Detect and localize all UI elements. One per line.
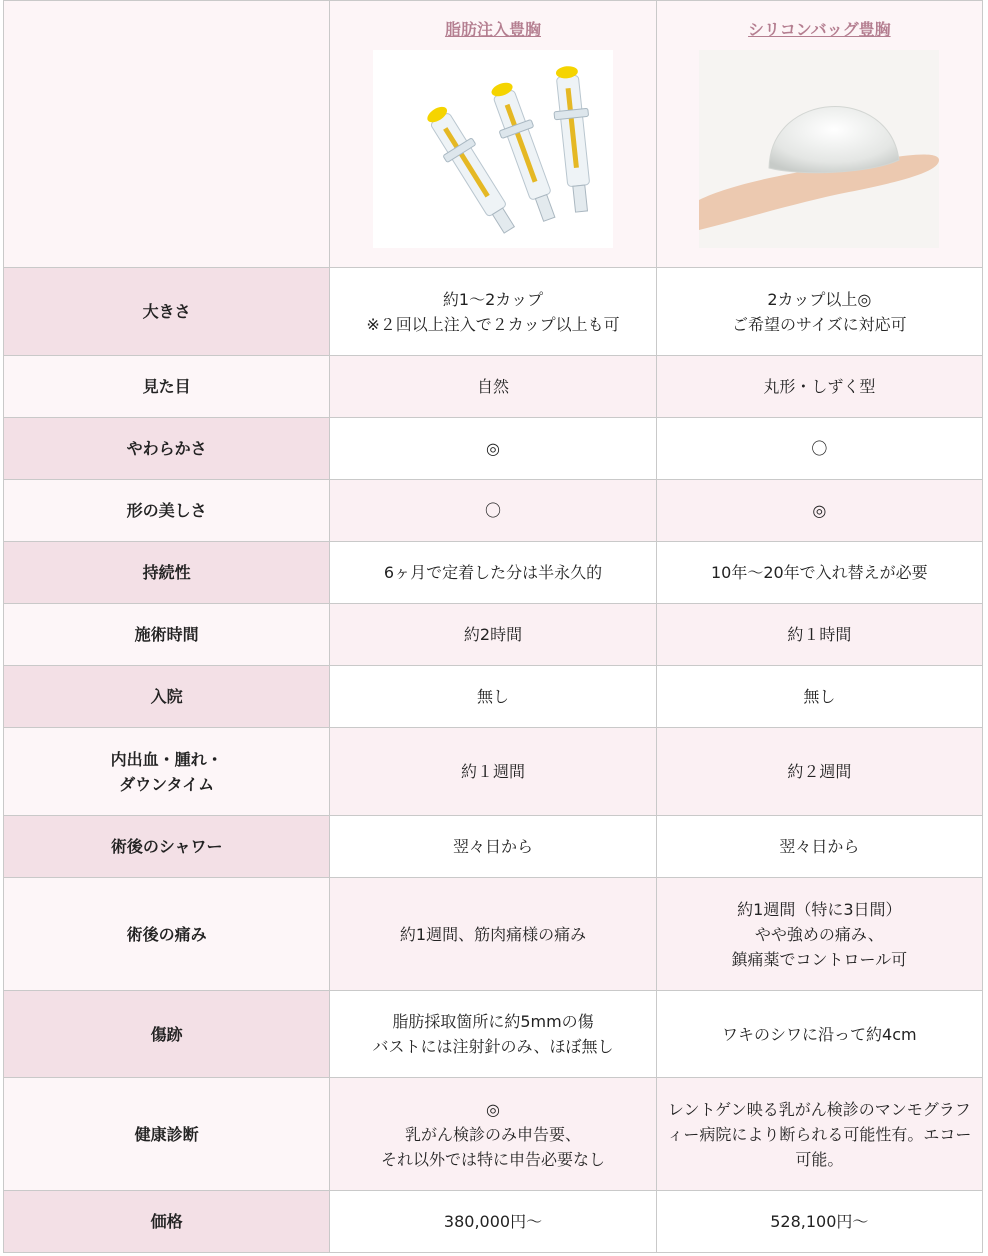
- header-row: [4, 1, 983, 268]
- fat-injection-link[interactable]: 脂肪注入豊胸: [444, 20, 541, 39]
- fat-injection-cell: 6ヶ月で定着した分は半永久的: [330, 542, 656, 604]
- silicone-cell: 528,100円〜: [656, 1191, 982, 1253]
- table-row: [4, 604, 983, 666]
- fat-injection-cell: 約１週間: [330, 728, 656, 816]
- fat-injection-cell: 脂肪採取箇所に約5mmの傷 バストには注射針のみ、ほぼ無し: [330, 991, 656, 1078]
- silicone-cell: 〇: [656, 418, 982, 480]
- silicone-cell: 2カップ以上◎ ご希望のサイズに対応可: [656, 268, 982, 356]
- row-label: 施術時間: [4, 604, 330, 666]
- table-row: [4, 1191, 983, 1253]
- silicone-cell: 翌々日から: [656, 816, 982, 878]
- row-label: 入院: [4, 666, 330, 728]
- row-label: 術後のシャワー: [4, 816, 330, 878]
- column-header-fat-injection: [330, 1, 656, 268]
- fat-injection-cell: 約2時間: [330, 604, 656, 666]
- fat-injection-cell: ◎ 乳がん検診のみ申告要、 それ以外では特に申告必要なし: [330, 1078, 656, 1191]
- table-row: [4, 728, 983, 816]
- silicone-cell: 10年〜20年で入れ替えが必要: [656, 542, 982, 604]
- syringe-icon: [373, 50, 613, 248]
- row-label: 内出血・腫れ・ ダウンタイム: [4, 728, 330, 816]
- fat-injection-cell: 約1〜2カップ ※２回以上注入で２カップ以上も可: [330, 268, 656, 356]
- silicone-cell: 約２週間: [656, 728, 982, 816]
- silicone-cell: 約1週間（特に3日間） やや強めの痛み、 鎮痛薬でコントロール可: [656, 878, 982, 991]
- row-label: 持続性: [4, 542, 330, 604]
- table-row: [4, 356, 983, 418]
- row-label: 健康診断: [4, 1078, 330, 1191]
- fat-injection-cell: ◎: [330, 418, 656, 480]
- syringe-image: [373, 50, 613, 248]
- silicone-cell: レントゲン映る乳がん検診のマンモグラフィー病院により断られる可能性有。エコー可能。: [656, 1078, 982, 1191]
- fat-injection-cell: 〇: [330, 480, 656, 542]
- fat-injection-cell: 翌々日から: [330, 816, 656, 878]
- table-row: [4, 480, 983, 542]
- table-row: [4, 816, 983, 878]
- silicone-cell: 約１時間: [656, 604, 982, 666]
- row-label: 傷跡: [4, 991, 330, 1078]
- table-row: [4, 666, 983, 728]
- table-row: [4, 1078, 983, 1191]
- table-row: [4, 268, 983, 356]
- table-row: [4, 542, 983, 604]
- implant-icon: [699, 50, 939, 248]
- fat-injection-cell: 自然: [330, 356, 656, 418]
- silicone-link[interactable]: シリコンバッグ豊胸: [748, 20, 891, 39]
- fat-injection-cell: 無し: [330, 666, 656, 728]
- row-label: やわらかさ: [4, 418, 330, 480]
- silicone-cell: 無し: [656, 666, 982, 728]
- table-row: [4, 991, 983, 1078]
- row-label: 大きさ: [4, 268, 330, 356]
- comparison-table: [3, 0, 983, 1253]
- column-header-silicone: [656, 1, 982, 268]
- fat-injection-cell: 380,000円〜: [330, 1191, 656, 1253]
- table-row: [4, 878, 983, 991]
- silicone-cell: ◎: [656, 480, 982, 542]
- header-corner: [4, 1, 330, 268]
- fat-injection-cell: 約1週間、筋肉痛様の痛み: [330, 878, 656, 991]
- row-label: 形の美しさ: [4, 480, 330, 542]
- silicone-cell: 丸形・しずく型: [656, 356, 982, 418]
- silicone-cell: ワキのシワに沿って約4cm: [656, 991, 982, 1078]
- row-label: 見た目: [4, 356, 330, 418]
- row-label: 価格: [4, 1191, 330, 1253]
- row-label: 術後の痛み: [4, 878, 330, 991]
- table-row: [4, 418, 983, 480]
- silicone-implant-image: [699, 50, 939, 248]
